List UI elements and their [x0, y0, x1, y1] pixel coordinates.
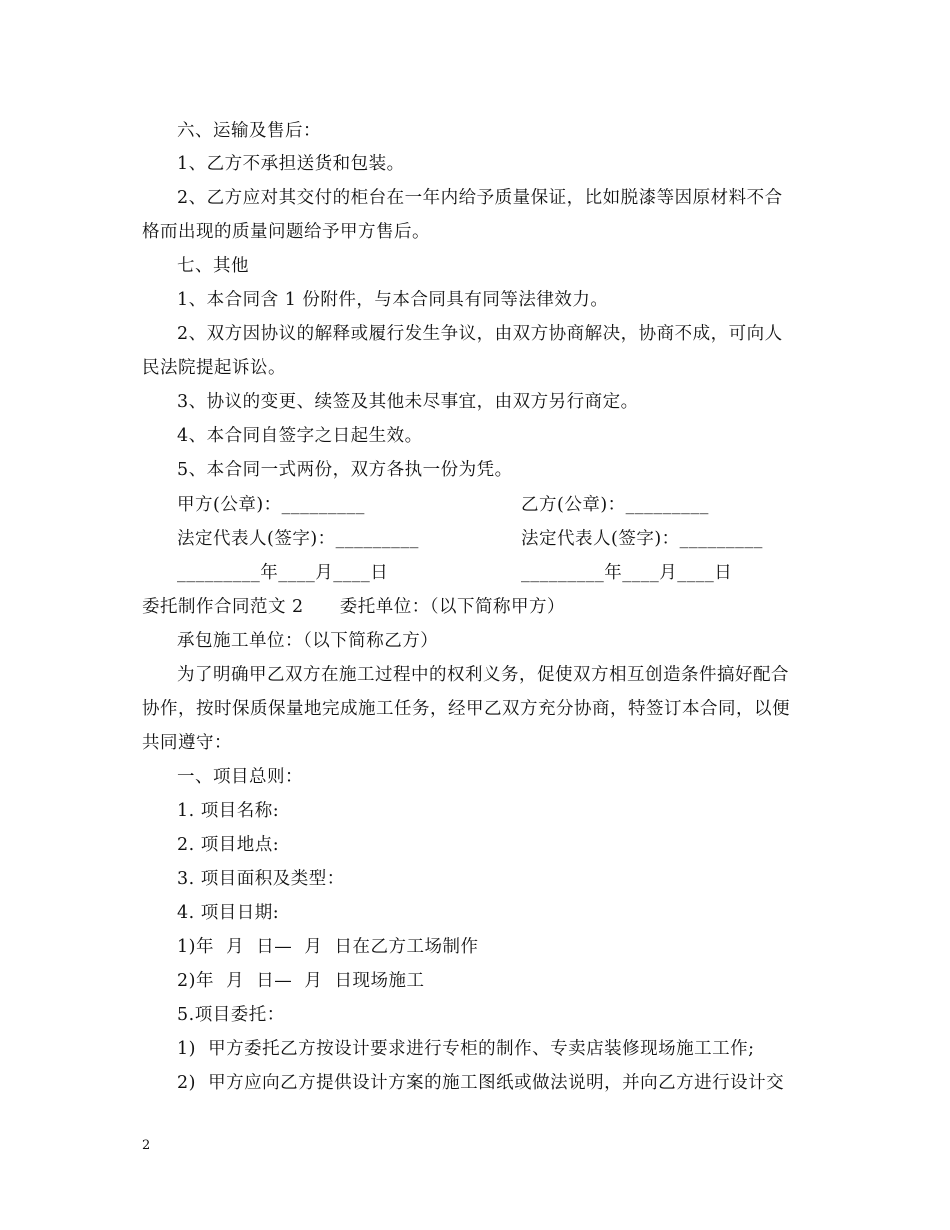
section-heading: 一、项目总则：: [177, 767, 303, 787]
page-number: 2: [142, 1138, 151, 1153]
paragraph-line: 格而出现的质量问题给予甲方售后。: [142, 222, 430, 242]
contract-title-line: 委托制作合同范文 2 委托单位：（以下简称甲方）: [142, 597, 565, 617]
paragraph-line: 协作，按时保质保量地完成施工任务，经甲乙双方充分协商，特签订本合同，以便: [142, 699, 790, 719]
party-b-date-line: _________年____月____日: [521, 563, 733, 583]
party-b-representative-line: 法定代表人(签字)：_________: [521, 529, 763, 549]
paragraph-line: 2、双方因协议的解释或履行发生争议，由双方协商解决，协商不成，可向人: [177, 324, 783, 344]
section-heading: 六、运输及售后：: [177, 121, 321, 141]
party-a-seal-line: 甲方(公章)：_________: [177, 495, 365, 515]
party-a-date-line: _________年____月____日: [177, 563, 389, 583]
paragraph-line: 承包施工单位：（以下简称乙方）: [177, 631, 439, 651]
section-heading: 七、其他: [177, 256, 249, 276]
paragraph-line: 民法院提起诉讼。: [142, 358, 286, 378]
list-item: 1) 甲方委托乙方按设计要求进行专柜的制作、专卖店装修现场施工工作;: [177, 1039, 755, 1059]
paragraph-line: 1、本合同含 1 份附件，与本合同具有同等法律效力。: [177, 290, 609, 310]
list-item: 4. 项目日期:: [177, 903, 280, 923]
list-item: 3. 项目面积及类型：: [177, 869, 345, 889]
paragraph-line: 1、乙方不承担送货和包装。: [177, 154, 405, 174]
list-item: 2. 项目地点:: [177, 835, 280, 855]
list-item: 2) 甲方应向乙方提供设计方案的施工图纸或做法说明，并向乙方进行设计交: [177, 1073, 785, 1093]
list-item: 1)年 月 日— 月 日在乙方工场制作: [177, 937, 479, 957]
paragraph-line: 4、本合同自签字之日起生效。: [177, 426, 423, 446]
paragraph-line: 为了明确甲乙双方在施工过程中的权利义务，促使双方相互创造条件搞好配合: [177, 665, 789, 685]
list-item: 2)年 月 日— 月 日现场施工: [177, 971, 425, 991]
list-item: 5.项目委托：: [177, 1005, 285, 1025]
paragraph-line: 共同遵守：: [142, 733, 232, 753]
party-b-seal-line: 乙方(公章)：_________: [521, 495, 709, 515]
party-a-representative-line: 法定代表人(签字)：_________: [177, 529, 419, 549]
paragraph-line: 5、本合同一式两份，双方各执一份为凭。: [177, 460, 513, 480]
paragraph-line: 2、乙方应对其交付的柜台在一年内给予质量保证，比如脱漆等因原材料不合: [177, 188, 783, 208]
paragraph-line: 3、协议的变更、续签及其他未尽事宜，由双方另行商定。: [177, 392, 639, 412]
list-item: 1. 项目名称:: [177, 801, 280, 821]
